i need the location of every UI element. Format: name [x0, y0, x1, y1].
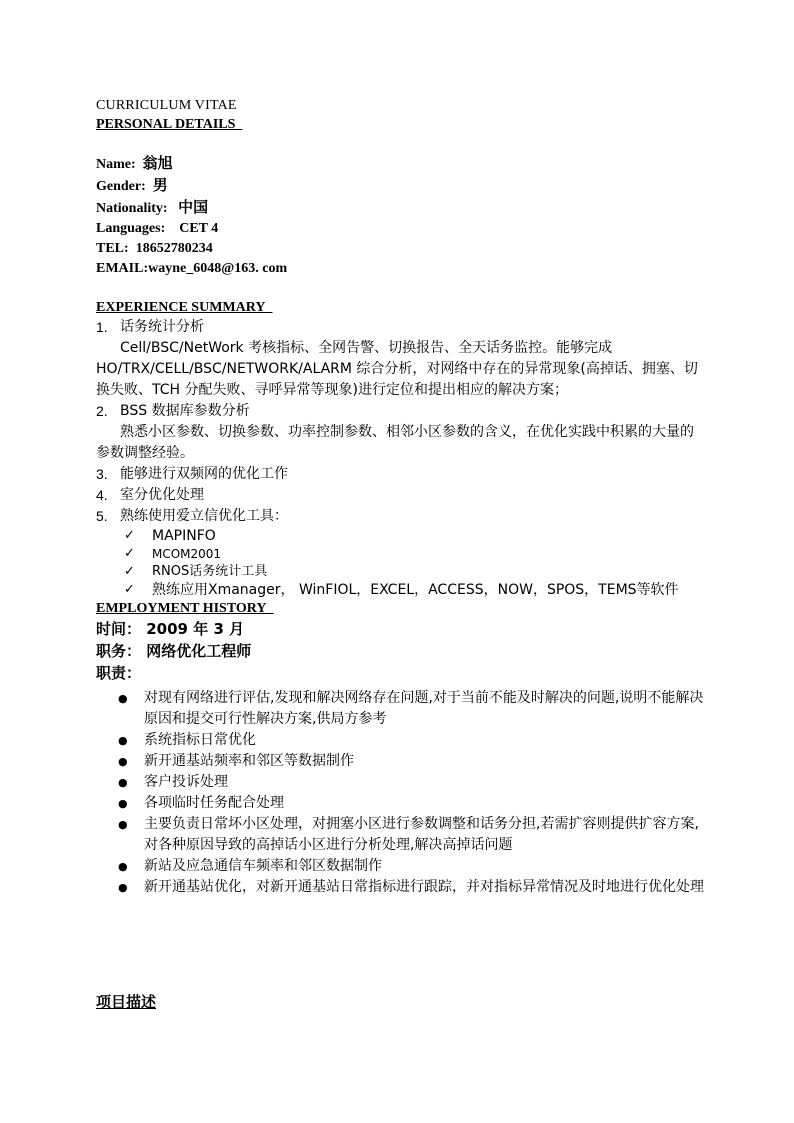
duty-text: 对现有网络进行评估,发现和解决网络存在问题,对于当前不能及时解决的问题,说明不能解决原因和提交可行性解决方案,供局方参考: [144, 690, 704, 727]
languages-label: Languages:: [96, 221, 166, 236]
time-label: 时间：: [96, 620, 142, 638]
experience-item: [96, 401, 706, 422]
duty-text: 客户投诉处理: [144, 774, 228, 790]
position-label: 职务：: [96, 642, 142, 660]
employment-history: [96, 618, 706, 684]
checkmark-icon: ✓: [124, 582, 135, 597]
tool-item: [124, 563, 706, 581]
experience-item: [96, 485, 706, 506]
time-value: 2009 年 3 月: [146, 620, 245, 638]
item-number: 5.: [96, 508, 108, 524]
duty-text: 主要负责日常坏小区处理，对拥塞小区进行参数调整和话务分担,若需扩容则提供扩容方案,对各种原因导致的高掉话小区进行分析处理,解决高掉话问题: [144, 816, 699, 853]
email-label: EMAIL:: [96, 261, 149, 276]
tool-item: [124, 581, 706, 599]
checkmark-icon: ✓: [124, 546, 135, 561]
bullet-icon: ●: [118, 881, 128, 894]
name-row: [96, 153, 706, 175]
bullet-icon: ●: [118, 776, 128, 789]
tool-label: MCOM2001: [152, 547, 222, 561]
project-description-heading: 项目描述: [96, 993, 157, 1011]
experience-summary-heading: EXPERIENCE SUMMARY: [96, 300, 266, 315]
time-row: [96, 618, 706, 640]
position-row: [96, 640, 706, 662]
tools-list: [124, 527, 706, 599]
experience-item: [96, 317, 706, 338]
item-number: 3.: [96, 466, 108, 482]
email-row: [96, 259, 706, 279]
duty-item: [118, 877, 706, 898]
item-number: 1.: [96, 319, 108, 335]
gender-row: [96, 175, 706, 197]
tool-label: MAPINFO: [152, 528, 216, 544]
experience-summary: [96, 317, 706, 599]
tool-label: 熟练应用Xmanager， WinFIOL，EXCEL，ACCESS，NOW，SPOS，TEMS等软件: [152, 582, 679, 598]
spacer: [96, 134, 706, 153]
duties-list: [118, 688, 706, 898]
bullet-icon: ●: [118, 797, 128, 810]
nationality-value: 中国: [178, 198, 209, 216]
gender-label: Gender:: [96, 179, 146, 194]
languages-row: [96, 219, 706, 239]
item-description: 熟悉小区参数、切换参数、功率控制参数、相邻小区参数的含义，在优化实践中积累的大量的参数调整经验。: [96, 424, 694, 461]
duty-text: 新站及应急通信车频率和邻区数据制作: [144, 858, 382, 874]
bullet-icon: ●: [118, 755, 128, 768]
bullet-icon: ●: [118, 692, 128, 705]
item-title: 室分优化处理: [120, 487, 204, 503]
nationality-row: [96, 197, 706, 219]
name-value: 翁旭: [142, 154, 173, 172]
tel-row: [96, 239, 706, 259]
duty-item: [118, 793, 706, 814]
document-title: CURRICULUM VITAE: [96, 98, 237, 113]
item-title: 话务统计分析: [120, 319, 204, 335]
bullet-icon: ●: [118, 734, 128, 747]
duty-item: [118, 688, 706, 730]
nationality-label: Nationality:: [96, 201, 168, 216]
tel-label: TEL:: [96, 241, 129, 256]
personal-details: [96, 153, 706, 279]
tool-label: RNOS话务统计工具: [152, 564, 268, 579]
duty-text: 各项临时任务配合处理: [144, 795, 284, 811]
resume-page: [96, 96, 706, 898]
duty-text: 新开通基站频率和邻区等数据制作: [144, 753, 354, 769]
item-title: 能够进行双频网的优化工作: [120, 466, 288, 482]
email-value: wayne_6048@163. com: [148, 261, 288, 276]
item-title: 熟练使用爱立信优化工具：: [120, 508, 288, 524]
tool-item: [124, 527, 706, 545]
duty-item: [118, 814, 706, 856]
gender-value: 男: [152, 176, 168, 194]
personal-details-heading: PERSONAL DETAILS: [96, 117, 236, 132]
item-number: 4.: [96, 487, 108, 503]
duty-text: 系统指标日常优化: [144, 732, 256, 748]
tool-item: [124, 545, 706, 563]
bullet-icon: ●: [118, 860, 128, 873]
employment-history-heading: EMPLOYMENT HISTORY: [96, 601, 267, 616]
item-number: 2.: [96, 403, 108, 419]
duty-item: [118, 772, 706, 793]
duty-item: [118, 856, 706, 877]
languages-value: CET 4: [179, 221, 219, 236]
duty-text: 新开通基站优化，对新开通基站日常指标进行跟踪，并对指标异常情况及时地进行优化处理: [144, 879, 704, 895]
experience-item: [96, 506, 706, 527]
item-title: BSS 数据库参数分析: [120, 403, 250, 419]
duties-label: 职责：: [96, 664, 142, 682]
tel-value: 18652780234: [135, 241, 213, 256]
experience-item: [96, 464, 706, 485]
checkmark-icon: ✓: [124, 528, 135, 543]
checkmark-icon: ✓: [124, 564, 135, 579]
duty-item: [118, 730, 706, 751]
spacer: [96, 279, 706, 298]
duty-item: [118, 751, 706, 772]
bullet-icon: ●: [118, 818, 128, 831]
item-description: Cell/BSC/NetWork 考核指标、全网告警、切换报告、全天话务监控。能够完成 HO/TRX/CELL/BSC/NETWORK/ALARM 综合分析，对网络中存在的异常现象(高掉话、拥塞、切换失败、TCH 分配失败、寻呼异常等现象)进行定位和提出相应的解决方案；: [96, 340, 698, 398]
name-label: Name:: [96, 157, 136, 172]
position-value: 网络优化工程师: [146, 642, 252, 660]
